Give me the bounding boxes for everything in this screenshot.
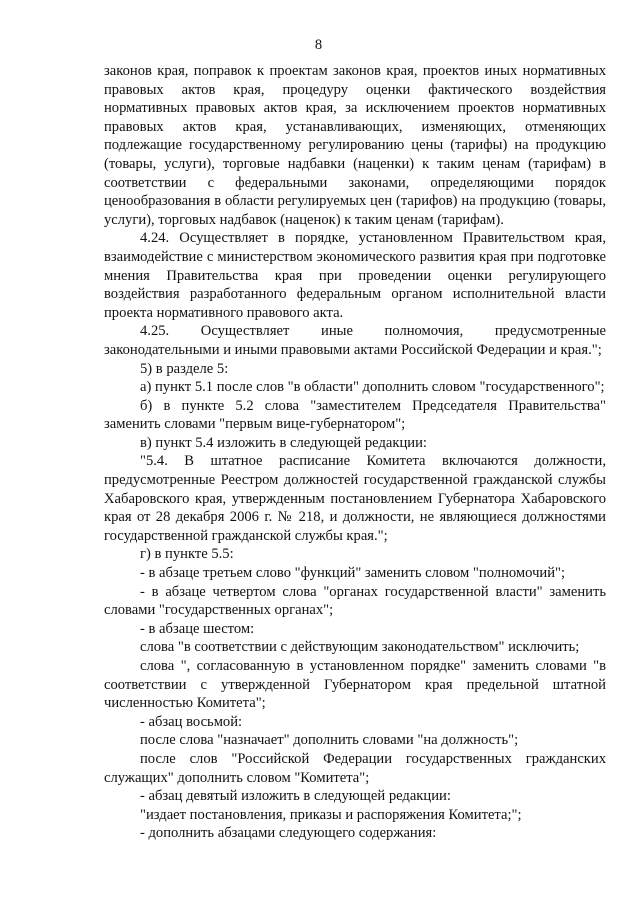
paragraph: слова ", согласованную в установленном порядке" заменить словами "в соответствии с утвержденной Губернатором края предельной штатной численностью Комитета"; (104, 658, 606, 712)
paragraph: слова "в соответствии с действующим законодательством" исключить; (140, 639, 580, 656)
paragraph: а) пункт 5.1 после слов "в области" дополнить словом "государственного"; (140, 379, 605, 396)
document-body (104, 62, 606, 843)
paragraph: - абзац восьмой: (140, 713, 243, 730)
paragraph: "издает постановления, приказы и распоряжения Комитета;"; (140, 806, 522, 823)
paragraph: 5) в разделе 5: (140, 360, 229, 377)
paragraph: после слов "Российской Федерации государственных гражданских служащих" дополнить словом "Комитета"; (104, 750, 606, 786)
page-number: 8 (314, 37, 323, 53)
paragraph: в) пункт 5.4 изложить в следующей редакции: (140, 434, 427, 451)
paragraph: "5.4. В штатное расписание Комитета включаются должности, предусмотренные Реестром должностей государственной гражданской службы Хабаровского края, утвержденным постановлением Губернатора Хабаровского края от 28 декабря 2006 г. № 218, и должности, не являющиеся должностями государственной гражданской службы края."; (104, 453, 606, 544)
paragraph: - дополнить абзацами следующего содержания: (140, 825, 437, 842)
paragraph: - в абзаце третьем слово "функций" заменить словом "полномочий"; (140, 565, 566, 582)
paragraph: после слова "назначает" дополнить словами "на должность"; (140, 732, 519, 749)
paragraph: - абзац девятый изложить в следующей редакции: (140, 788, 451, 805)
paragraph: 4.25. Осуществляет иные полномочия, предусмотренные законодательными и иными правовыми актами Российской Федерации и края."; (104, 323, 606, 358)
paragraph: б) в пункте 5.2 слова "заместителем Председателя Правительства" заменить словами "первым вице-губернатором"; (104, 397, 606, 433)
paragraph: 4.24. Осуществляет в порядке, установленном Правительством края, взаимодействие с министерством экономического развития края при подготовке мнения Правительства края при проведении оценки регулирующего воздействия разработанного федеральным органом исполнительной власти проекта нормативного правового акта. (104, 230, 606, 321)
paragraph: законов края, поправок к проектам законов края, проектов иных нормативных правовых актов края, процедуру оценки фактического воздействия нормативных правовых актов края, за исключением проектов нормативных правовых актов края, устанавливающих, изменяющих, отменяющих подлежащие государственному регулированию цены (тарифы) на продукцию (товары, услуги), торговые надбавки (наценки) к таким ценам (тарифам) в соответствии с федеральными законами, определяющими порядок ценообразования в области регулируемых цен (тарифов) на продукцию (товары, услуги), торговых надбавок (наценок) к таким ценам (тарифам). (104, 63, 606, 228)
paragraph: г) в пункте 5.5: (140, 546, 234, 563)
paragraph: - в абзаце шестом: (140, 620, 255, 637)
paragraph: - в абзаце четвертом слова "органах государственной власти" заменить словами "государственных органах"; (104, 583, 606, 619)
